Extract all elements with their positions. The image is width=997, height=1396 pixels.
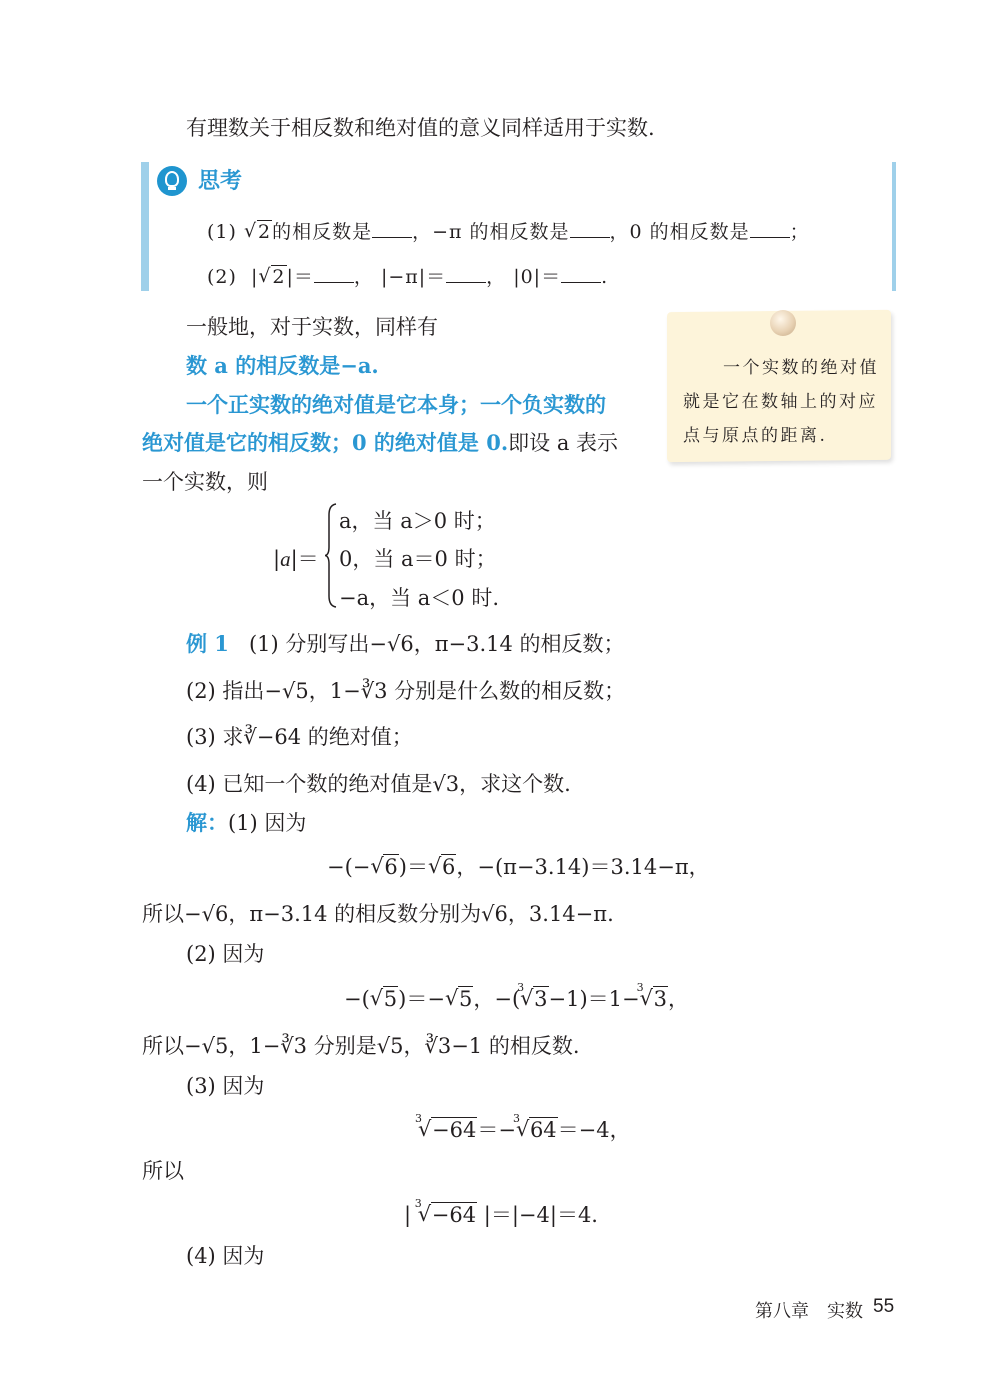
pin-icon <box>770 310 796 336</box>
solution-label: 解： <box>186 810 228 835</box>
answer-blank <box>314 264 354 283</box>
left-brace <box>325 503 337 608</box>
answer-blank <box>570 219 610 238</box>
think-box-right-bar <box>892 162 896 291</box>
note-line-2: 就是它在数轴上的对应 <box>683 392 878 412</box>
think-question-1 <box>207 217 810 244</box>
think-box <box>141 162 896 291</box>
answer-blank <box>561 264 601 283</box>
solution-3-because: (3) 因为 <box>186 1074 265 1098</box>
think-question-2: (2) |√ 2|＝ ， |−π|＝ ， |0|＝ . <box>207 262 608 289</box>
q1-text-c: ，0 的相反数是 <box>609 221 750 243</box>
rule-abs-tail: 即设 a 表示 <box>508 431 619 455</box>
solution-4-because: (4) 因为 <box>186 1244 265 1268</box>
example-part-4: (4) 已知一个数的绝对值是√3，求这个数. <box>186 772 571 796</box>
q1-label: (1) <box>207 221 237 243</box>
solution-1-because: (1) 因为 <box>228 811 307 835</box>
abs-a-lhs: |a|＝ <box>273 547 319 571</box>
rule-abs-text: 绝对值是它的相反数；0 的绝对值是 0. <box>142 430 509 455</box>
rule-abs-line3: 一个实数，则 <box>142 470 268 494</box>
rule-abs-line1: 一个正实数的绝对值是它本身；一个负实数的 <box>186 392 606 417</box>
piecewise-row-2: 0，当 a＝0 时； <box>339 547 497 571</box>
intro-text: 有理数关于相反数和绝对值的意义同样适用于实数. <box>186 116 655 140</box>
solution-1-conclusion: 所以−√6，π−3.14 的相反数分别为√6，3.14−π. <box>142 902 614 926</box>
answer-blank <box>372 219 412 238</box>
example-1-line-1 <box>186 628 625 658</box>
general-text: 一般地，对于实数，同样有 <box>186 315 438 339</box>
solution-2-equation: −(√ 5)＝−√ 5，−( √ 3 3−1)＝1− √ 3 3， <box>344 983 689 1013</box>
q1-text-b: ，−π 的相反数是 <box>412 221 570 243</box>
answer-blank <box>750 219 790 238</box>
example-part-3: (3) 求∛−64 的绝对值； <box>186 725 413 749</box>
rule-opposite: 数 a 的相反数是−a. <box>186 353 379 378</box>
solution-2-conclusion: 所以−√5，1−∛3 分别是√5，∛3−1 的相反数. <box>142 1034 580 1058</box>
note-line-3: 点与原点的距离. <box>683 426 828 446</box>
note-line-1: 一个实数的绝对值 <box>723 358 879 378</box>
piecewise-row-1: a，当 a＞0 时； <box>339 509 496 533</box>
chapter-footer: 第八章 实数 <box>755 1301 863 1322</box>
solution-1-equation: −(−√ 6)＝√ 6，−(π−3.14)＝3.14−π， <box>327 851 710 881</box>
sqrt2: √ 2 <box>244 221 272 243</box>
example-part-1: (1) 分别写出−√6，π−3.14 的相反数； <box>248 632 625 656</box>
lightbulb-icon <box>157 166 187 196</box>
q1-end: ； <box>789 221 810 243</box>
solution-line-1 <box>186 807 306 837</box>
sqrt2: √ 2 <box>258 266 286 288</box>
example-part-2: (2) 指出−√5，1−∛3 分别是什么数的相反数； <box>186 679 626 703</box>
solution-3-equation: √ 3 −64＝− √ 3 64＝−4， <box>418 1114 631 1144</box>
page-number: 55 <box>873 1296 895 1317</box>
think-title: 思考 <box>198 169 243 194</box>
example-label: 例 1 <box>186 631 229 656</box>
piecewise-row-3: −a，当 a＜0 时. <box>339 586 500 610</box>
q2-label: (2) <box>207 266 237 288</box>
solution-2-because: (2) 因为 <box>186 942 265 966</box>
rule-abs-line2 <box>142 427 618 457</box>
answer-blank <box>446 264 486 283</box>
think-box-left-bar <box>141 162 149 291</box>
side-note <box>667 311 894 469</box>
solution-3-so: 所以 <box>142 1159 184 1183</box>
q2-end: . <box>601 266 609 288</box>
q1-text-a: 的相反数是 <box>272 221 373 243</box>
solution-3-result: | √ 3 −64 |＝|−4|＝4. <box>404 1199 598 1229</box>
